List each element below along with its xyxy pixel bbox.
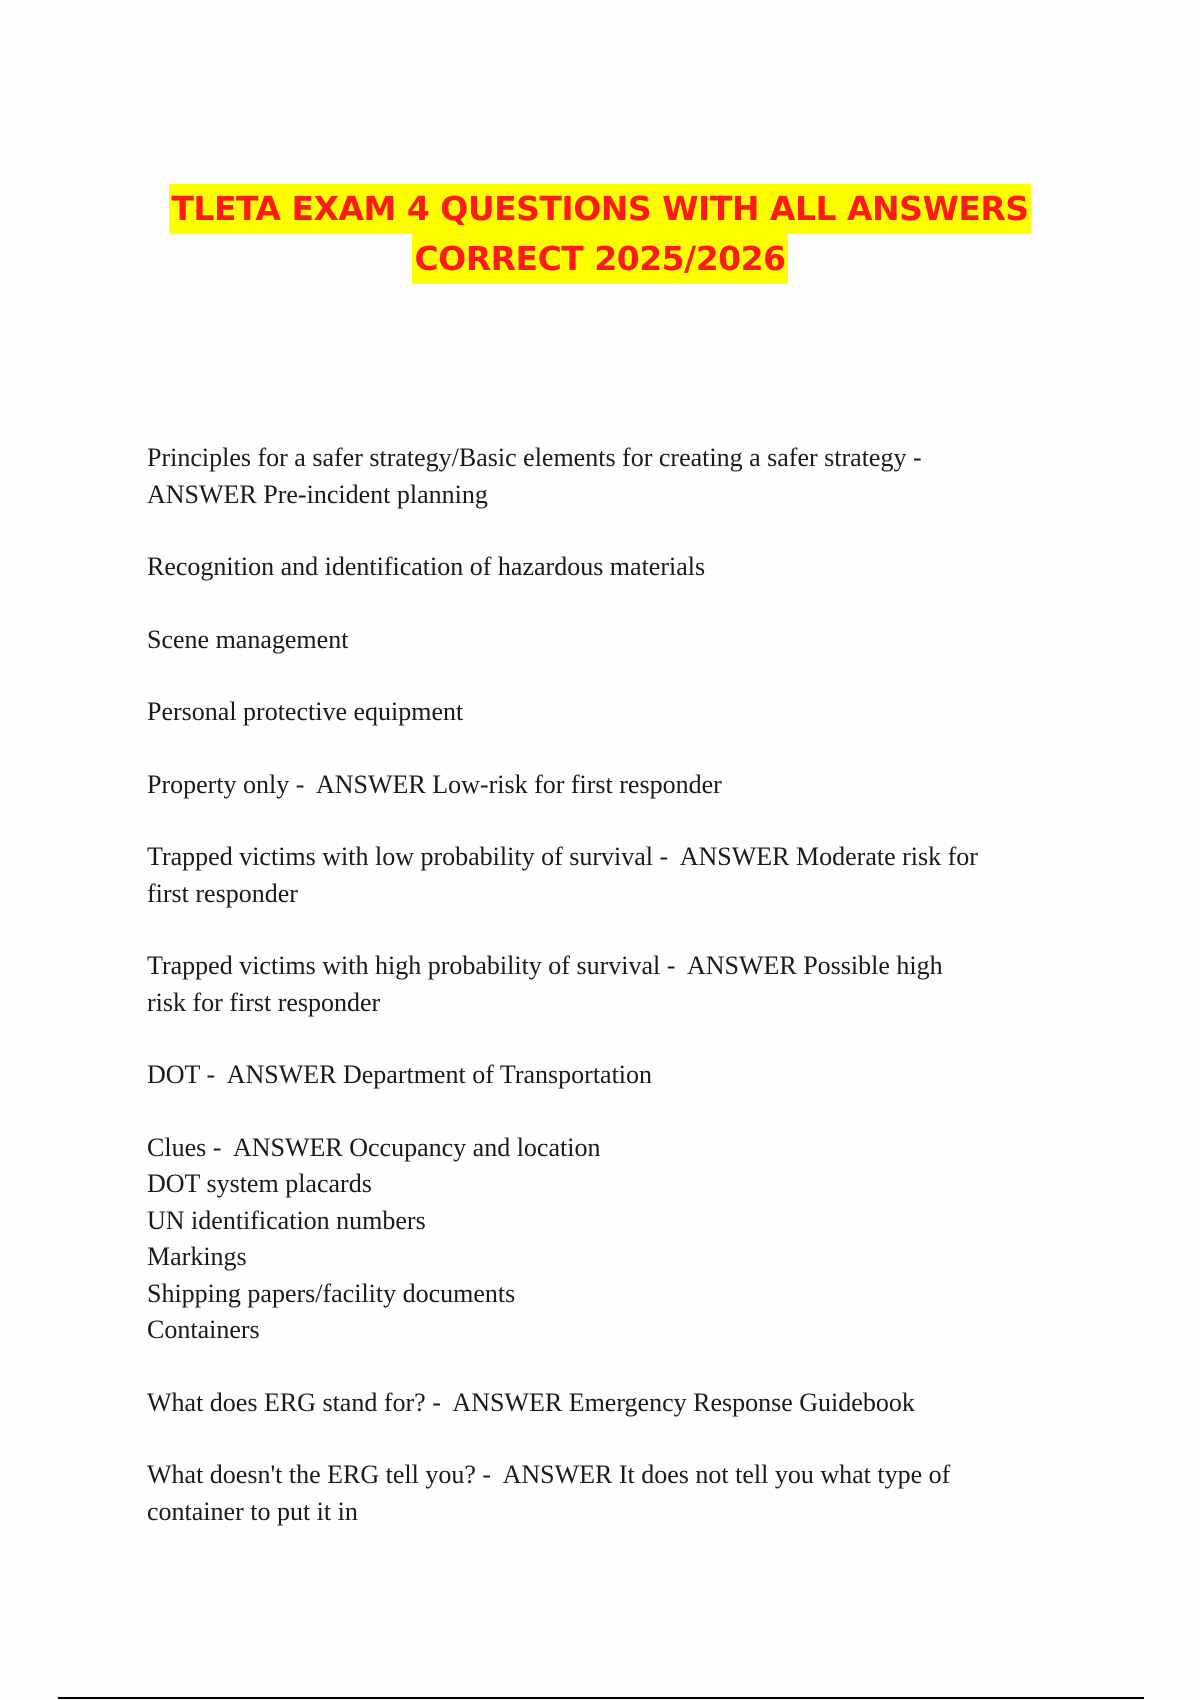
entry-line: DOT - ANSWER Department of Transportation — [147, 1060, 653, 1089]
entry-line: ANSWER Pre-incident planning — [147, 479, 488, 509]
entry-line: DOT system placards — [147, 1169, 372, 1198]
entry-line: UN identification numbers — [147, 1205, 426, 1235]
document-body — [147, 440, 1067, 1566]
qa-entry — [147, 1385, 1067, 1422]
entry-line: Principles for a safer strategy/Basic elements for creating a safer strategy - — [147, 443, 922, 472]
entry-line: Markings — [147, 1242, 247, 1271]
entry-line: risk for first responder — [147, 987, 381, 1017]
qa-entry — [147, 1057, 1067, 1094]
entry-line: What doesn't the ERG tell you? - ANSWER It does not tell you what type of — [147, 1460, 951, 1489]
bottom-rule — [58, 1697, 1144, 1699]
qa-entry — [147, 622, 1067, 659]
entry-line: Shipping papers/facility documents — [147, 1278, 516, 1308]
document-title — [0, 184, 1200, 284]
entry-line: What does ERG stand for? - ANSWER Emergency Response Guidebook — [147, 1387, 915, 1417]
entry-line: container to put it in — [147, 1496, 358, 1526]
qa-entry — [147, 839, 1067, 912]
entry-line: Personal protective equipment — [147, 697, 464, 726]
entry-line: Clues - ANSWER Occupancy and location — [147, 1132, 601, 1162]
qa-entry — [147, 549, 1067, 586]
title-line-1: TLETA EXAM 4 QUESTIONS WITH ALL ANSWERS — [169, 184, 1030, 234]
qa-entry — [147, 1457, 1067, 1530]
title-line-2: CORRECT 2025/2026 — [412, 234, 787, 284]
qa-entry — [147, 440, 1067, 513]
entry-line: Property only - ANSWER Low-risk for first responder — [147, 769, 722, 799]
entry-line: Containers — [147, 1315, 260, 1344]
entry-line: first responder — [147, 878, 298, 908]
entry-line: Recognition and identification of hazardous materials — [147, 552, 706, 581]
entry-line: Scene management — [147, 624, 349, 654]
qa-entry — [147, 948, 1067, 1021]
entry-line: Trapped victims with high probability of survival - ANSWER Possible high — [147, 951, 943, 980]
qa-entry — [147, 694, 1067, 731]
qa-entry — [147, 767, 1067, 804]
qa-entry — [147, 1130, 1067, 1349]
entry-line: Trapped victims with low probability of survival - ANSWER Moderate risk for — [147, 842, 978, 871]
